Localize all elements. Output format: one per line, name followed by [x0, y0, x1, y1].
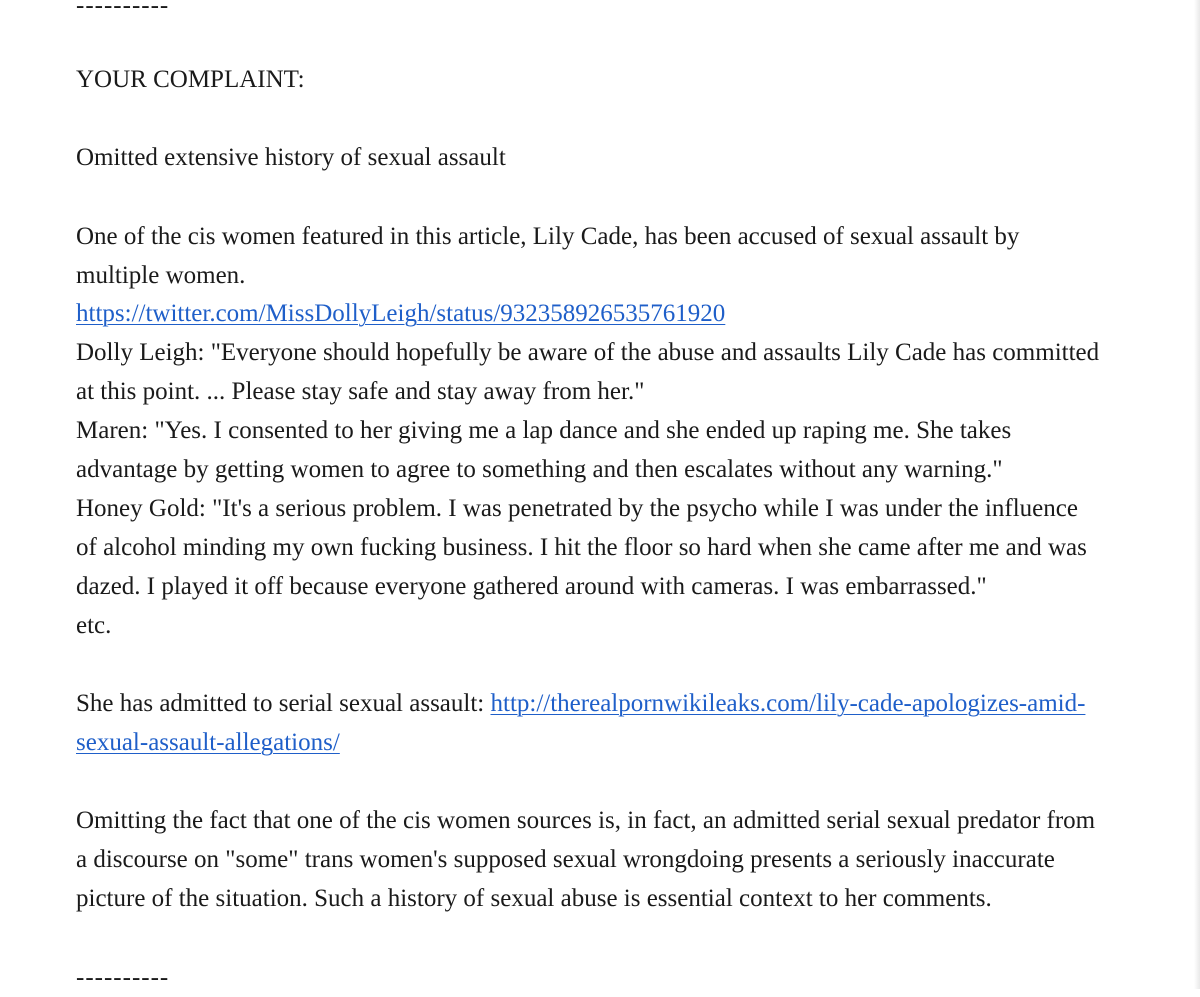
twitter-link-line [76, 294, 725, 333]
admitted-line-2 [76, 723, 340, 762]
honey-quote-line-1: Honey Gold: "It's a serious problem. I was penetrated by the psycho while I was under the influence [76, 495, 1078, 522]
closing-line-3: picture of the situation. Such a history of sexual abuse is essential context to her comments. [76, 885, 992, 912]
complaint-heading: YOUR COMPLAINT: [76, 66, 305, 93]
intro-line-2: multiple women. [76, 262, 246, 289]
honey-quote-line-3: dazed. I played it off because everyone gathered around with cameras. I was embarrassed." [76, 573, 987, 600]
maren-quote-line-2: advantage by getting women to agree to something and then escalates without any warning." [76, 456, 1003, 483]
admitted-line-1 [76, 684, 1085, 723]
honey-quote-line-2: of alcohol minding my own fucking business. I hit the floor so hard when she came after me and was [76, 534, 1087, 561]
closing-line-1: Omitting the fact that one of the cis women sources is, in fact, an admitted serial sexual predator from [76, 807, 1096, 834]
dolly-quote-line-1: Dolly Leigh: "Everyone should hopefully be aware of the abuse and assaults Lily Cade has committed [76, 339, 1100, 366]
complaint-subject: Omitted extensive history of sexual assault [76, 144, 506, 171]
separator-top: ---------- [76, 0, 170, 19]
closing-line-2: a discourse on "some" trans women's supposed sexual wrongdoing presents a seriously inaccurate [76, 846, 1055, 873]
admitted-link-part-2[interactable]: sexual-assault-allegations/ [76, 729, 340, 756]
intro-line-1: One of the cis women featured in this article, Lily Cade, has been accused of sexual assault by [76, 223, 1020, 250]
maren-quote-line-1: Maren: "Yes. I consented to her giving me a lap dance and she ended up raping me. She takes [76, 417, 1012, 444]
page-edge-shadow [1194, 0, 1200, 989]
etc-text: etc. [76, 612, 112, 639]
separator-bottom: ---------- [76, 964, 170, 991]
admitted-prefix: She has admitted to serial sexual assault: [76, 690, 491, 717]
twitter-status-link[interactable]: https://twitter.com/MissDollyLeigh/status/932358926535761920 [76, 300, 726, 327]
admitted-link-part-1[interactable]: http://therealpornwikileaks.com/lily-cade-apologizes-amid- [490, 690, 1086, 717]
dolly-quote-line-2: at this point. ... Please stay safe and stay away from her." [76, 378, 645, 405]
